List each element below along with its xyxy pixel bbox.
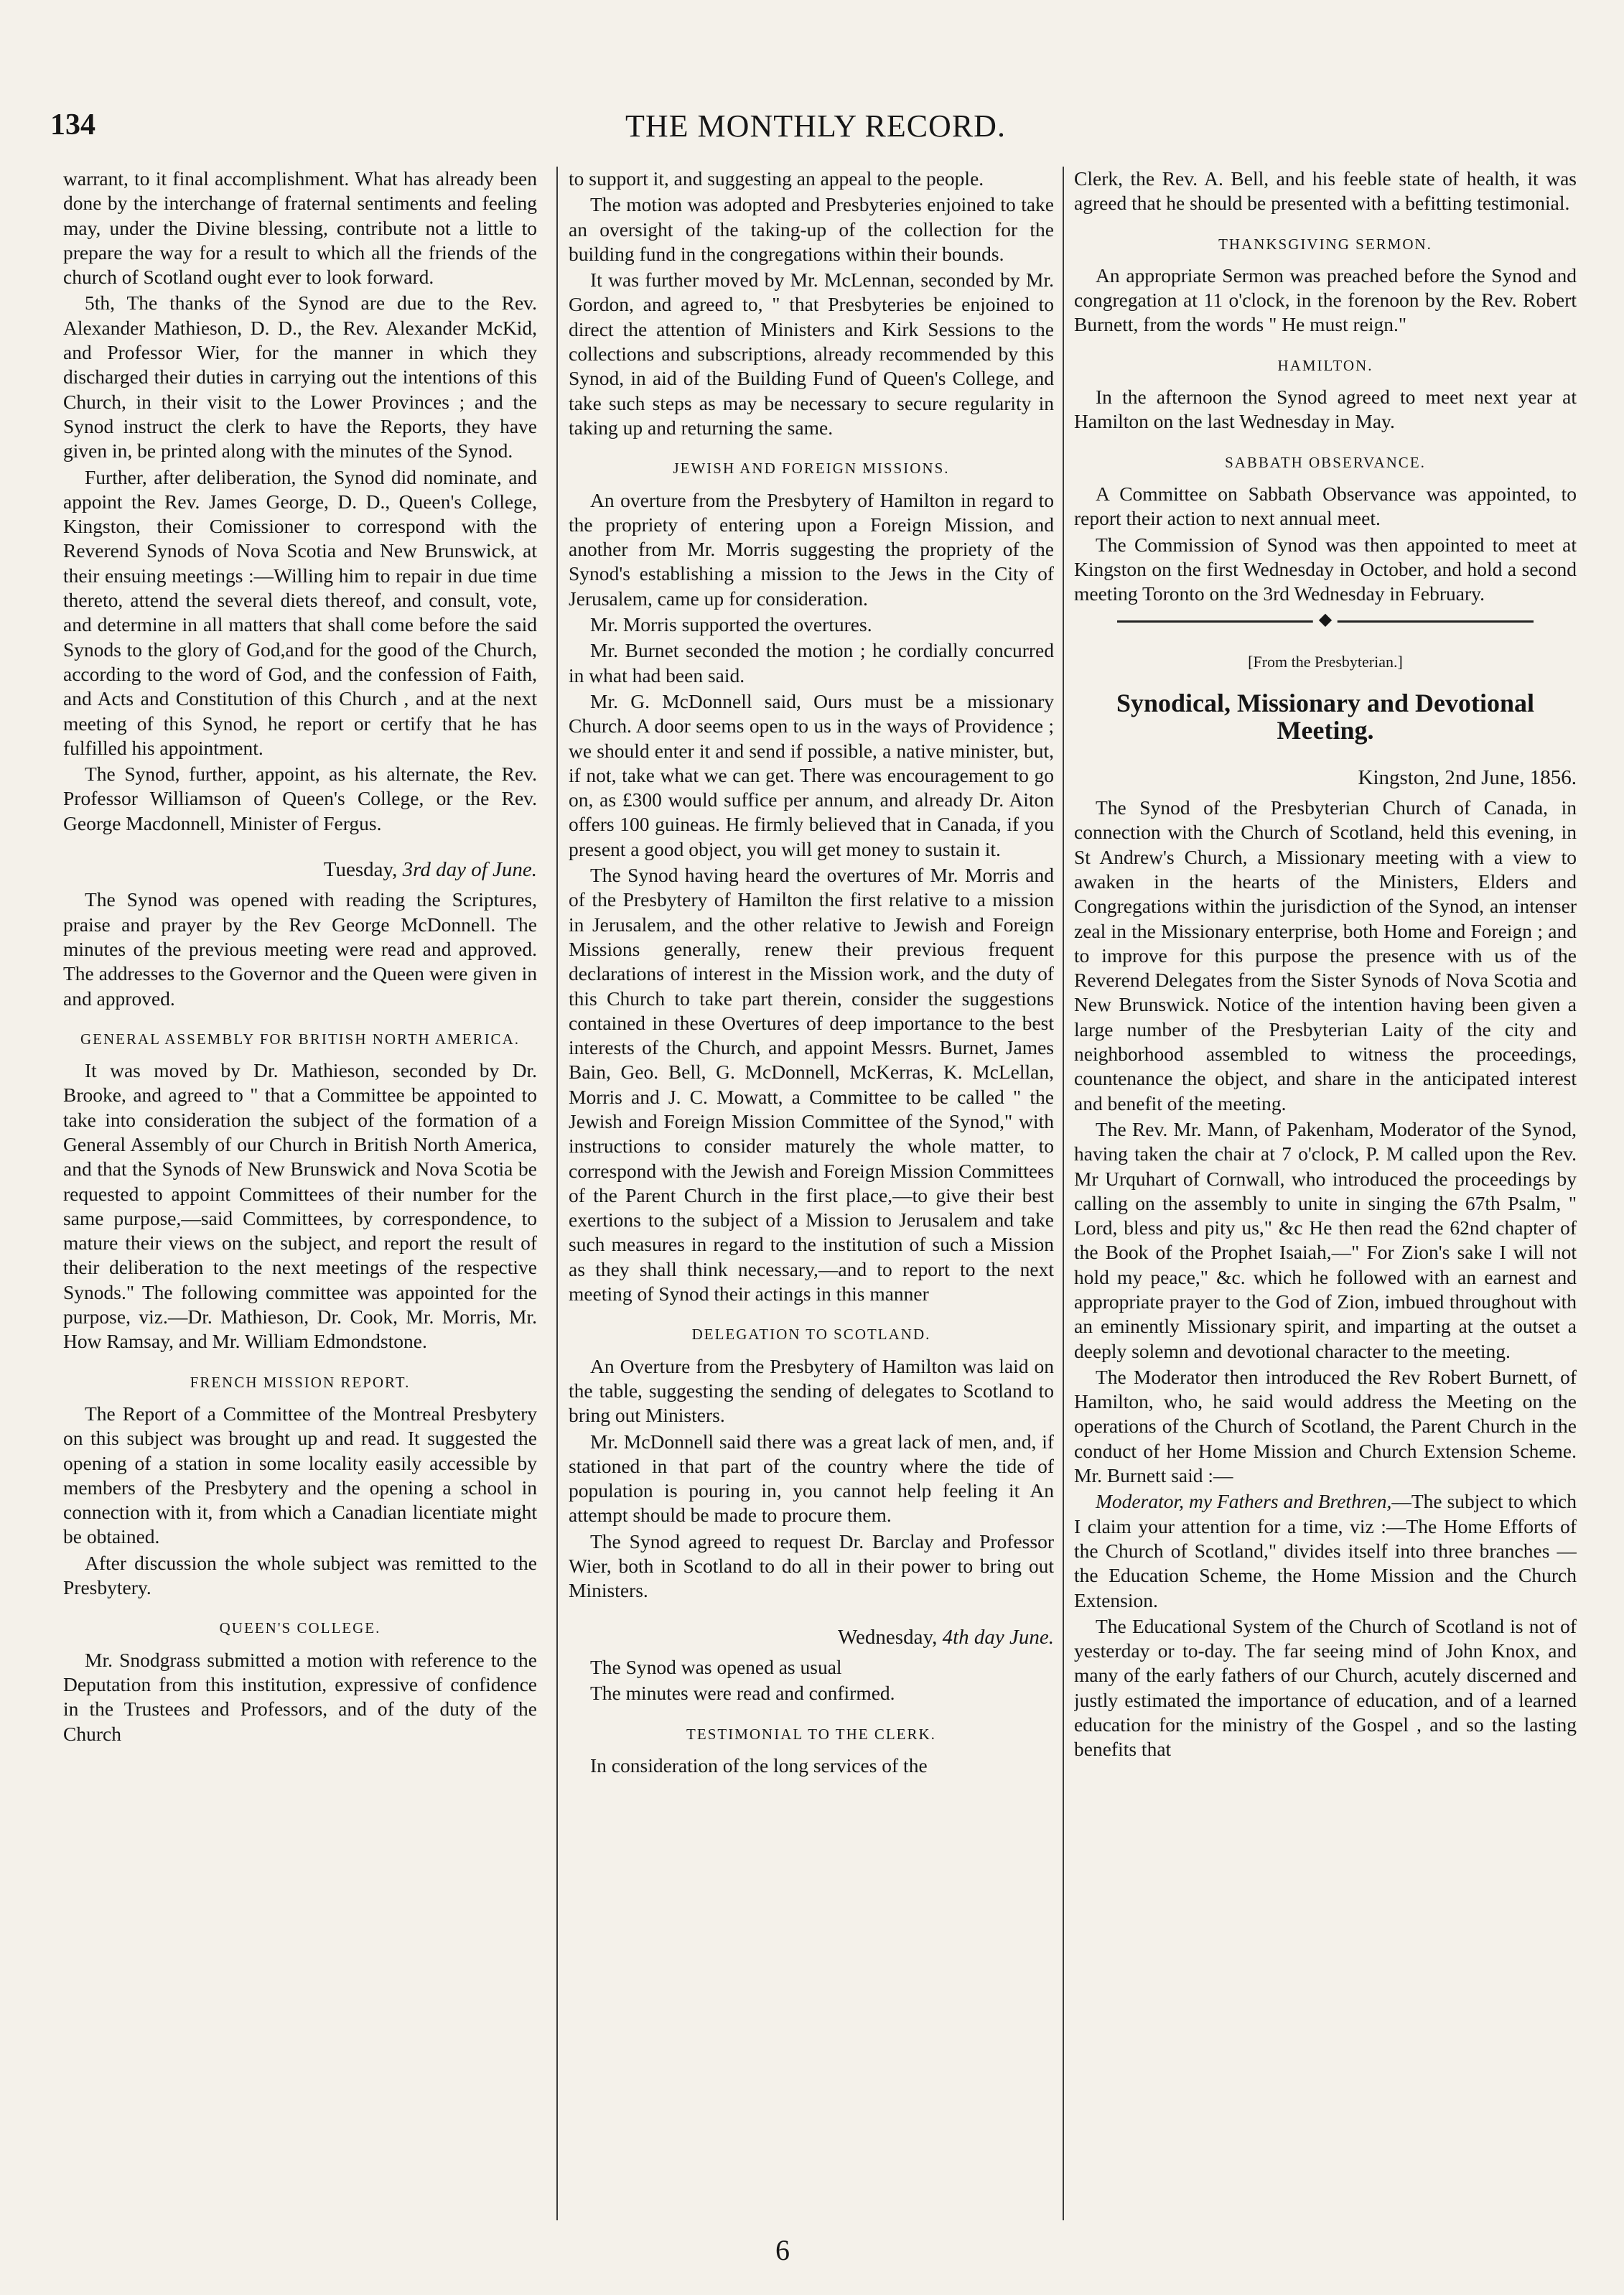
paragraph: warrant, to it final accomplishment. What has already been done by the interchange of fraternal sentiments and feeling may, under the Divine blessing, contribute not a little to prepare the way for a result to which all the friends of the church of Scotland ought ever to look forward.: [63, 167, 537, 289]
paragraph: [1074, 1489, 1577, 1612]
paragraph: The Synod of the Presbyterian Church of Canada, in connection with the Church of Scotland, held this evening, in St Andrew's Church, a Missionary meeting with a view to awaken in the hearts of the Ministers, Elders and Congregations within the jurisdiction of the Synod, an intenser zeal in the Missionary enterprise, both Home and Foreign ; and to improve for this purpose the presence with us of the Reverend Delegates from the Sister Synods of Nova Scotia and New Brunswick. Notice of the intention having been given a large number of the Presbyterian Laity of the city and neighborhood assembled to witness the proceedings, countenance the object, and share in the anticipated interest and benefit of the meeting.: [1074, 796, 1577, 1114]
source-note: [From the Presbyterian.]: [1248, 653, 1403, 671]
paragraph: to support it, and suggesting an appeal to the people.: [569, 167, 984, 190]
page-number: 134: [50, 108, 95, 141]
address-salutation: Moderator, my Fathers and Brethren,: [1096, 1490, 1392, 1513]
column-left: [63, 167, 537, 2228]
paragraph: The Rev. Mr. Mann, of Pakenham, Moderator of the Synod, having taken the chair at 7 o'clock, P. M called upon the Rev. Mr Urquhart of Cornwall, who introduced the proceedings by calling on the assembly to unite in singing the 67th Psalm, " Lord, bless and pity us," &c He then read the 62nd chapter of the Book of the Prophet Isaiah,—" For Zion's sake I will not hold my peace," &c. which he followed with an earnest and appropriate prayer to the God of Zion, imbued throughout with an eminently Missionary spirit, and imparting at the outset a deeply solemn and devotional character to the meeting.: [1074, 1117, 1577, 1362]
paragraph: Mr. G. McDonnell said, Ours must be a missionary Church. A door seems open to us in the ways of Providence ; we should enter it and send if possible, a native minister, but, if not, take what we can get. There was encouragement to go on, as £300 would suffice per annum, and already Dr. Aiton offers 100 guineas. He firmly believed that in Canada, if you present a good object, you will get money to sustain it.: [569, 689, 1054, 860]
paragraph: The Synod, further, appoint, as his alternate, the Rev. Professor Williamson of Queen's College, or the Rev. George Macdonnell, Minister of Fergus.: [63, 763, 537, 834]
signature-mark: 6: [775, 2234, 790, 2266]
date-day: 3rd day of June.: [402, 858, 537, 882]
section-heading: QUEEN'S COLLEGE.: [219, 1619, 381, 1637]
paragraph: Mr. Morris supported the overtures.: [590, 613, 872, 636]
paragraph: In the afternoon the Synod agreed to meet next year at Hamilton on the last Wednesday in May.: [1074, 386, 1577, 433]
paragraph: The motion was adopted and Presbyteries enjoined to take an oversight of the taking-up of the collection for the building fund in the congregations within their bounds.: [569, 193, 1054, 265]
paragraph: Clerk, the Rev. A. Bell, and his feeble state of health, it was agreed that he should be presented with a befitting testimonial.: [1074, 167, 1577, 215]
paragraph: Further, after deliberation, the Synod did nominate, and appoint the Rev. James George, D. D., Queen's College, Kingston, their Comissioner to correspond with the Reverend Synods of Nova Scotia and New Brunswick, at their ensuing meetings :—Willing him to repair in due time thereto, attend the several diets thereof, and consult, vote, and determine in all matters that shall come before the said Synods to the glory of God,and for the good of the Church, according to the word of God, and the confession of Faith, and Acts and Constitution of this Church , and at the next meeting of this Synod, he report or certify that he has fulfilled his appointment.: [63, 465, 537, 759]
section-heading: TESTIMONIAL TO THE CLERK.: [686, 1725, 936, 1743]
paragraph: The Moderator then introduced the Rev Robert Burnett, of Hamilton, who, he said would address the Meeting on the operations of the Church of Scotland, the Parent Church in the conduct of her Home Mission and Church Extension Scheme. Mr. Burnett said :—: [1074, 1365, 1577, 1487]
column-middle: [569, 167, 1054, 2228]
paragraph: After discussion the whole subject was remitted to the Presbytery.: [63, 1551, 537, 1599]
paragraph: The Synod agreed to request Dr. Barclay and Professor Wier, both in Scotland to do all in their power to bring out Ministers.: [569, 1530, 1054, 1602]
section-heading: DELEGATION TO SCOTLAND.: [691, 1326, 931, 1344]
paragraph: The Commission of Synod was then appointed to meet at Kingston on the first Wednesday in October, and hold a second meeting Toronto on the 3rd Wednesday in February.: [1074, 533, 1577, 605]
paragraph: The Report of a Committee of the Montreal Presbytery on this subject was brought up and read. It suggested the opening of a station in some locality easily accessible by members of the Presbytery and the opening a school in connection with it, from which a Canadian licentiate might be obtained.: [63, 1402, 537, 1548]
paragraph: Mr. Burnet seconded the motion ; he cordially concurred in what had been said.: [569, 639, 1054, 686]
paragraph: The Synod having heard the overtures of Mr. Morris and of the Presbytery of Hamilton the first relative to a mission in Jerusalem, and the other relative to Jewish and Foreign Missions generally, renew their previous frequent declarations of interest in the Mission work, and the duty of this Church to take part therein, consider the suggestions contained in these Overtures of deep importance to the best interests of the Church, and appoint Messrs. Burnet, James Bain, Geo. Bell, G. McDonnell, McKerras, K. McLellan, Morris and J. C. Mowatt, a Committee to be called " the Jewish and Foreign Mission Committee of the Synod," with instructions to consider maturely the whole matter, to correspond with the Jewish and Foreign Mission Committees of the Parent Church in the first place,—to give their best exertions to the subject of a Mission to Jerusalem and take such measures in regard to the institution of such a Mission as they shall think necessary,—and to report to the next meeting of Synod their actings in this manner: [569, 864, 1054, 1305]
paragraph: It was further moved by Mr. McLennan, seconded by Mr. Gordon, and agreed to, " that Presbyteries be enjoined to direct the attention of Ministers and Kirk Sessions to the collections and subscriptions, already recommended by this Synod, in aid of the Building Fund of Queen's College, and take such steps as may be necessary to secure regularity in taking up and returning the same.: [569, 269, 1054, 439]
paragraph: An appropriate Sermon was preached before the Synod and congregation at 11 o'clock, in the forenoon by the Rev. Robert Burnett, from the words " He must reign.": [1074, 264, 1577, 336]
section-heading: THANKSGIVING SERMON.: [1218, 235, 1432, 253]
running-title: THE MONTHLY RECORD.: [625, 108, 1006, 144]
paragraph: A Committee on Sabbath Observance was appointed, to report their action to next annual meet.: [1074, 482, 1577, 530]
paragraph: The Educational System of the Church of Scotland is not of yesterday or to-day. The far seeing mind of John Knox, and many of the early fathers of our Church, acutely discerned and justly estimated the importance of education, and of a learned education for the ministry of the Gospel , and so the lasting benefits that: [1074, 1614, 1577, 1761]
article-title: Synodical, Missionary and Devotional Meeting.: [1116, 688, 1535, 745]
paragraph: The minutes were read and confirmed.: [590, 1682, 895, 1705]
column-right: [1074, 167, 1577, 2228]
column-rule: [556, 167, 558, 2220]
section-heading: FRENCH MISSION REPORT.: [190, 1373, 411, 1391]
section-heading: SABBATH OBSERVANCE.: [1225, 453, 1426, 471]
address-text: —The subject to which I claim your attention for a time, viz :—The Home Efforts of the Church of Scotland," divides itself into three branches —the Education Scheme, the Home Mission and the Church Extension.: [1074, 1490, 1577, 1611]
paragraph: The Synod was opened as usual: [590, 1655, 842, 1678]
paragraph: The Synod was opened with reading the Scriptures, praise and prayer by the Rev George McDonnell. The minutes of the previous meeting were read and approved. The addresses to the Governor and the Queen were given in and approved.: [63, 888, 537, 1010]
date-weekday: Wednesday,: [838, 1625, 943, 1649]
dateline: Kingston, 2nd June, 1856.: [1358, 765, 1577, 789]
date-weekday: Tuesday,: [323, 858, 403, 882]
section-heading: JEWISH AND FOREIGN MISSIONS.: [673, 460, 950, 478]
paragraph: An Overture from the Presbytery of Hamilton was laid on the table, suggesting the sending of delegates to Scotland to bring out Ministers.: [569, 1354, 1054, 1427]
paragraph: In consideration of the long services of the: [590, 1754, 928, 1777]
date-day: 4th day June.: [942, 1625, 1054, 1649]
column-rule: [1063, 167, 1064, 2220]
paragraph: Mr. McDonnell said there was a great lack of men, and, if stationed in that part of the country where the tide of population is pouring in, you cannot help feeling it An attempt should be made to procure them.: [569, 1430, 1054, 1527]
section-heading: HAMILTON.: [1277, 356, 1373, 374]
paragraph: An overture from the Presbytery of Hamilton in regard to the propriety of entering upon a Foreign Mission, and another from Mr. Morris suggesting the propriety of the Synod's establishing a mission to the Jews in the City of Jerusalem, came up for consideration.: [569, 488, 1054, 610]
paragraph: Mr. Snodgrass submitted a motion with reference to the Deputation from this institution, expressive of confidence in the Trustees and Professors, and of the duty of the Church: [63, 1648, 537, 1745]
paragraph: 5th, The thanks of the Synod are due to the Rev. Alexander Mathieson, D. D., the Rev. Alexander McKid, and Professor Wier, for the manner in which they discharged their duties in carrying out the intentions of this Church, in their visit to the Lower Provinces ; and the Synod instruct the clerk to have the Reports, they have given in, be printed along with the minutes of the Synod.: [63, 292, 537, 462]
section-heading: GENERAL ASSEMBLY FOR BRITISH NORTH AMERICA.: [80, 1030, 520, 1048]
session-date: [569, 1625, 1054, 1649]
paragraph: It was moved by Dr. Mathieson, seconded by Dr. Brooke, and agreed to " that a Committee be appointed to take into consideration the subject of the formation of a General Assembly of our Church in British North America, and that the Synods of New Brunswick and Nova Scotia be requested to appoint Committees of their number for the same purpose,—said Committees, by correspondence, to mature their views on the subject, and report the result of their deliberation to the next meetings of the respective Synods." The following committee was appointed for the purpose, viz.—Dr. Mathieson, Dr. Cook, Mr. Morris, Mr. How Ramsay, and Mr. William Edmondstone.: [63, 1059, 537, 1353]
page-header: [50, 108, 1581, 158]
ornamental-divider: [1117, 620, 1534, 633]
session-date: [63, 857, 537, 882]
